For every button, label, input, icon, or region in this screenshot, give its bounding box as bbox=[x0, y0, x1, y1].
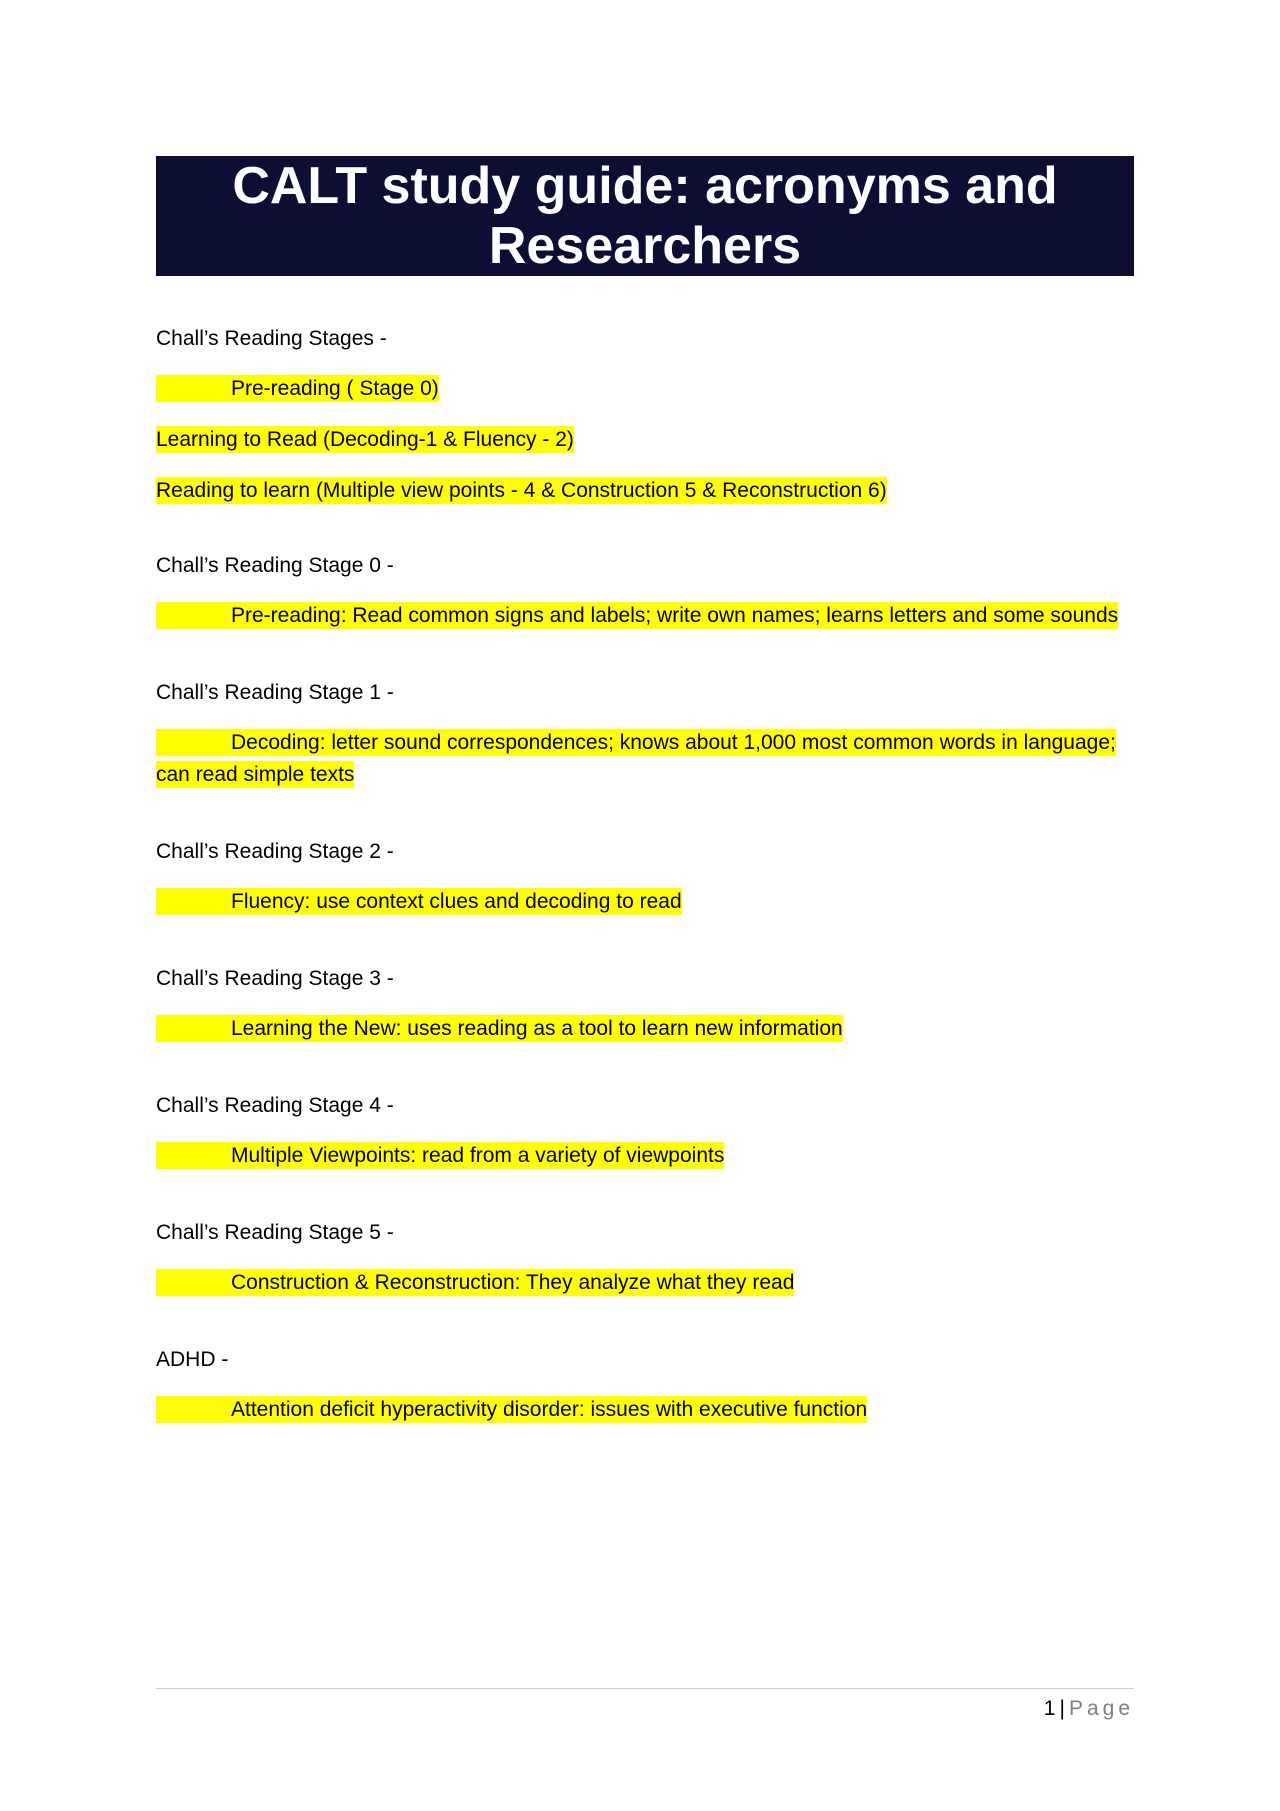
highlighted-definition-text bbox=[156, 1142, 724, 1169]
entry-definitions bbox=[156, 1013, 1134, 1045]
entry-definition bbox=[156, 1394, 1134, 1426]
highlighted-definition-text bbox=[156, 375, 439, 402]
entry-definitions bbox=[156, 727, 1134, 791]
entry-definition bbox=[156, 727, 1134, 791]
glossary-entry bbox=[156, 964, 1134, 1045]
entry-definition bbox=[156, 424, 1134, 456]
entry-definition bbox=[156, 1140, 1134, 1172]
highlighted-definition-text bbox=[156, 426, 574, 453]
entry-term: Chall’s Reading Stage 5 - bbox=[156, 1221, 394, 1244]
document-body bbox=[156, 324, 1134, 1426]
entry-term: Chall’s Reading Stage 3 - bbox=[156, 967, 394, 990]
highlighted-definition-text bbox=[156, 477, 887, 504]
entry-definition bbox=[156, 600, 1134, 632]
definition-text: Decoding: letter sound correspondences; knows about 1,000 most common words in language; can read simple texts bbox=[156, 731, 1116, 786]
entry-definition bbox=[156, 373, 1134, 405]
glossary-entry bbox=[156, 1091, 1134, 1172]
entry-term: Chall’s Reading Stage 2 - bbox=[156, 840, 394, 863]
entry-definition bbox=[156, 1013, 1134, 1045]
footer-separator: | bbox=[1059, 1697, 1065, 1720]
footer-page-word: Page bbox=[1068, 1697, 1134, 1720]
highlighted-definition-text bbox=[156, 729, 1116, 788]
entry-definition bbox=[156, 886, 1134, 918]
definition-text: Multiple Viewpoints: read from a variety of viewpoints bbox=[231, 1144, 725, 1167]
entry-definitions bbox=[156, 1394, 1134, 1426]
entry-definitions bbox=[156, 886, 1134, 918]
definition-text: Fluency: use context clues and decoding to read bbox=[231, 890, 682, 913]
glossary-entry bbox=[156, 678, 1134, 791]
definition-text: Construction & Reconstruction: They analyze what they read bbox=[231, 1271, 795, 1294]
glossary-entry bbox=[156, 551, 1134, 632]
definition-text: Learning the New: uses reading as a tool to learn new information bbox=[231, 1017, 843, 1040]
glossary-entry bbox=[156, 1218, 1134, 1299]
definition-text: Reading to learn (Multiple view points - 4 & Construction 5 & Reconstruction 6) bbox=[156, 479, 887, 502]
glossary-entry bbox=[156, 324, 1134, 507]
definition-text: Pre-reading ( Stage 0) bbox=[231, 377, 439, 400]
document-title: CALT study guide: acronyms and Researchers bbox=[156, 156, 1134, 276]
definition-text: Pre-reading: Read common signs and labels; write own names; learns letters and some sounds bbox=[231, 604, 1119, 627]
glossary-entry bbox=[156, 837, 1134, 918]
entry-term: Chall’s Reading Stage 0 - bbox=[156, 554, 394, 577]
highlighted-definition-text bbox=[156, 602, 1118, 629]
entry-definition bbox=[156, 475, 1134, 507]
highlighted-definition-text bbox=[156, 1396, 867, 1423]
glossary-entry bbox=[156, 1345, 1134, 1426]
highlighted-definition-text bbox=[156, 1269, 794, 1296]
highlighted-definition-text bbox=[156, 1015, 843, 1042]
entry-term: Chall’s Reading Stage 1 - bbox=[156, 681, 394, 704]
entry-definitions bbox=[156, 600, 1134, 632]
document-page bbox=[156, 156, 1134, 1445]
entry-definition bbox=[156, 1267, 1134, 1299]
page-number: 1 bbox=[1043, 1697, 1056, 1720]
entry-definitions bbox=[156, 373, 1134, 507]
definition-text: Learning to Read (Decoding-1 & Fluency - 2) bbox=[156, 428, 574, 451]
highlighted-definition-text bbox=[156, 888, 682, 915]
entry-term: ADHD - bbox=[156, 1348, 229, 1371]
entry-term: Chall’s Reading Stages - bbox=[156, 327, 387, 350]
entry-definitions bbox=[156, 1267, 1134, 1299]
entry-term: Chall’s Reading Stage 4 - bbox=[156, 1094, 394, 1117]
page-footer bbox=[156, 1688, 1134, 1721]
entry-definitions bbox=[156, 1140, 1134, 1172]
definition-text: Attention deficit hyperactivity disorder: issues with executive function bbox=[231, 1398, 868, 1421]
